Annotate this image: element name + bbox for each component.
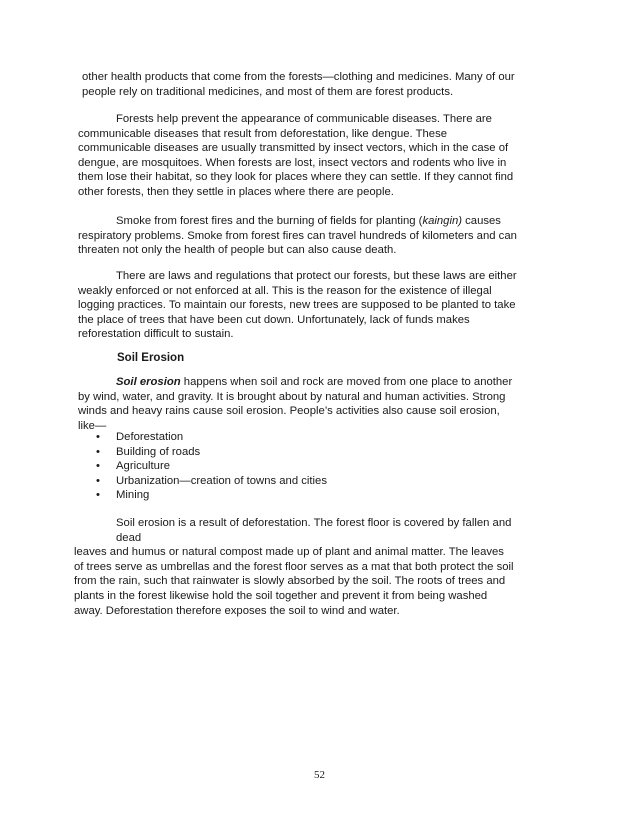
paragraph-soil-erosion-deforestation [74,516,542,618]
text-line: like— [78,419,107,432]
list-item: • Urbanization—creation of towns and cities [96,474,327,487]
text-line: plants in the forest likewise hold the soil together and prevent it from being washed [74,589,488,602]
section-heading-soil-erosion: Soil Erosion [117,352,185,364]
erosion-causes-list [96,430,327,503]
text-line: Soil erosion happens when soil and rock are moved from one place to another [116,376,513,388]
paragraph-forest-fires [78,214,542,258]
text-line: away. Deforestation therefore exposes the soil to wind and water. [74,604,400,617]
list-item: • Deforestation [96,431,184,443]
paragraph-laws-regulations [78,269,542,342]
text-line: reforestation difficult to sustain. [78,328,234,341]
text-line: dengue, are mosquitoes. When forests are lost, insect vectors and rodents who live in [78,156,507,169]
soil-erosion-term: Soil erosion [116,376,181,388]
text-line: respiratory problems. Smoke from forest fires can travel hundreds of kilometers and can [78,229,517,242]
paragraph-health-products [82,70,540,99]
bullet-icon: • [96,445,100,458]
text-line: winds and heavy rains cause soil erosion. People’s activities also cause soil erosion, [78,405,500,418]
text-line: other forests, then they settle in places where there are people. [78,185,394,198]
text-line: Forests help prevent the appearance of communicable diseases. There are [116,113,492,125]
text-line: threaten not only the health of people but can also cause death. [78,244,397,257]
bullet-icon: • [96,460,100,473]
text-line: dead [116,531,142,544]
text-line: the place of trees that have been cut down. Unfortunately, lack of funds makes [78,313,470,326]
paragraph-communicable-diseases [78,112,542,200]
text-line: communicable diseases that result from deforestation, like dengue. These [78,127,448,140]
text-line: them lose their habitat, so they look for places where they can settle. If they cannot find [78,171,514,184]
text-line: of trees serve as umbrellas and the forest floor serves as a mat that both protect the soil [74,560,514,573]
bullet-icon: • [96,474,100,487]
page-number: 52 [314,769,325,781]
bullet-icon: • [96,431,100,443]
text-line: Smoke from forest fires and the burning of fields for planting (kaingin) causes [116,215,501,227]
list-item: • Mining [96,489,150,502]
paragraph-soil-erosion-definition [78,375,542,433]
kaingin-term: kaingin) [422,215,462,227]
text-line: Soil erosion is a result of deforestation. The forest floor is covered by fallen and [116,517,512,529]
text-line: other health products that come from the forests—clothing and medicines. Many of our [82,71,515,83]
list-item: • Agriculture [96,460,170,473]
text-line: There are laws and regulations that protect our forests, but these laws are either [116,270,517,282]
text-line: weakly enforced or not enforced at all. This is the reason for the existence of illegal [78,284,492,297]
bullet-icon: • [96,489,100,502]
list-item: • Building of roads [96,445,201,458]
text-line: leaves and humus or natural compost made up of plant and animal matter. The leaves [74,546,504,559]
text-line: communicable diseases are usually transmitted by insect vectors, which in the case of [78,142,509,155]
text-line: people rely on traditional medicines, and most of them are forest products. [82,85,454,98]
text-line: by wind, water, and gravity. It is brought about by natural and human activities. Strong [78,390,506,403]
text-line: from the rain, such that rainwater is slowly absorbed by the soil. The roots of trees and [74,575,506,588]
text-line: logging practices. To maintain our forests, new trees are supposed to be planted to take [78,299,516,312]
